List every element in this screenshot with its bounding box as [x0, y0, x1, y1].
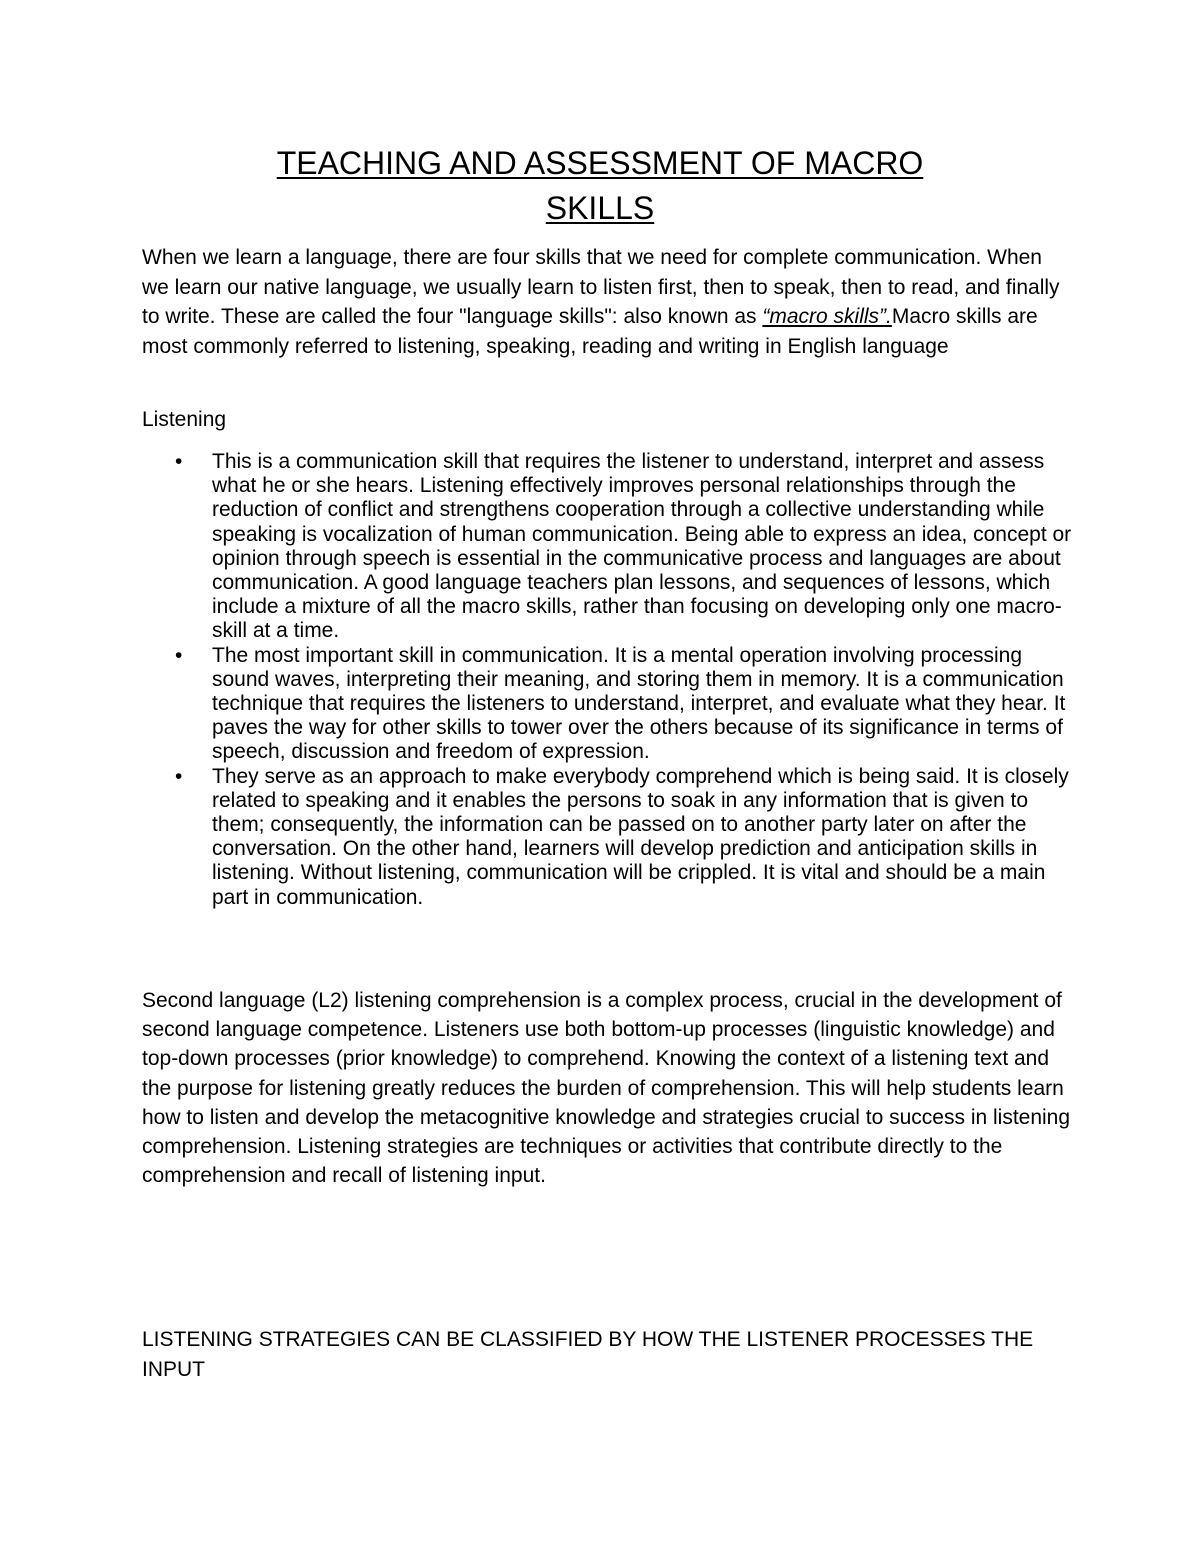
- bullet-text: They serve as an approach to make everybody comprehend which is being said. It is closely related to speaking and it enables the persons to soak in any information that is given to them; consequently, the information can be passed on to another party later on after the conversation. On the other hand, learners will develop prediction and anticipation skills in listening. Without listening, communication will be crippled. It is vital and should be a main part in communication.: [212, 764, 1069, 909]
- bullet-marker: •: [175, 450, 183, 473]
- list-item: [142, 765, 1072, 910]
- l2-comprehension-paragraph: Second language (L2) listening comprehension is a complex process, crucial in the development of second language competence. Listeners use both bottom-up processes (linguistic knowledge) and top-down processes (prior knowledge) to comprehend. Knowing the context of a listening text and the purpose for listening greatly reduces the burden of comprehension. This will help students learn how to listen and develop the metacognitive knowledge and strategies crucial to success in listening comprehension. Listening strategies are techniques or activities that contribute directly to the comprehension and recall of listening input.: [142, 989, 1071, 1188]
- document-title-line-1: TEACHING AND ASSESSMENT OF MACRO: [276, 145, 924, 181]
- bullet-marker: •: [175, 643, 183, 667]
- intro-paragraph: [142, 243, 1072, 361]
- list-item: [142, 450, 1072, 644]
- listening-bullet-list: [142, 450, 1072, 910]
- macro-skills-term: “macro skills”.: [762, 305, 892, 328]
- bullet-text: This is a communication skill that requires the listener to understand, interpret and assess what he or she hears. Listening effectively improves personal relationships through the reduction of conflict and strengthens cooperation through a collective understanding while speaking is vocalization of human communication. Being able to express an idea, concept or opinion through speech is essential in the communicative process and languages are about communication. A good language teachers plan lessons, and sequences of lessons, which include a mixture of all the macro skills, rather than focusing on developing only one macro-skill at a time.: [212, 450, 1072, 643]
- bullet-text: The most important skill in communication. It is a mental operation involving processing sound waves, interpreting their meaning, and storing them in memory. It is a communication technique that requires the listeners to understand, interpret, and evaluate what they hear. It paves the way for other skills to tower over the others because of its significance in terms of speech, discussion and freedom of expression.: [212, 643, 1066, 764]
- document-title-line-2: SKILLS: [545, 190, 655, 226]
- bullet-marker: •: [175, 764, 183, 788]
- section-heading-listening: Listening: [142, 408, 227, 431]
- intro-text-start: When we learn a language, there are four skills that we need for complete communication. When we learn our native language, we usually learn to listen first, then to speak, then to read, and finally to write. These are called the four "language skills": also known as: [142, 246, 1060, 328]
- strategies-heading: LISTENING STRATEGIES CAN BE CLASSIFIED BY HOW THE LISTENER PROCESSES THE INPUT: [142, 1328, 1034, 1381]
- intro-text-end: Macro skills are most commonly referred to listening, speaking, reading and writing in English language: [142, 305, 1038, 358]
- list-item: [142, 644, 1072, 765]
